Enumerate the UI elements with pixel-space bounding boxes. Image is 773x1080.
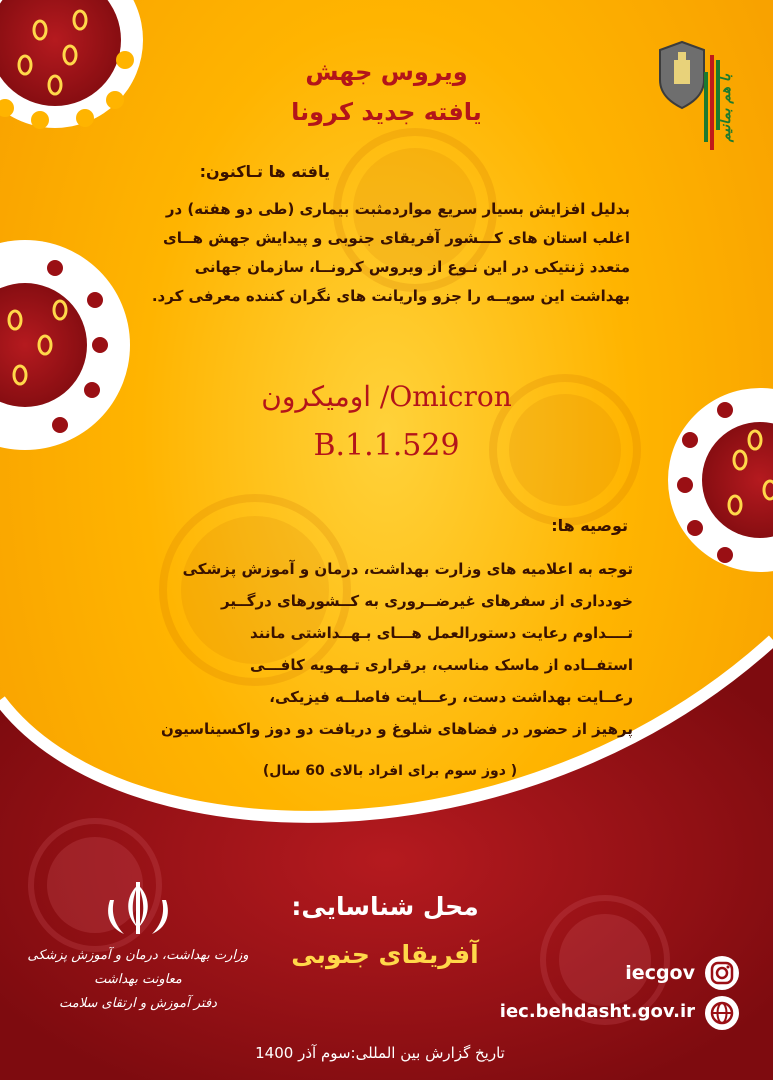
- recommendation-line: استفــاده از ماسک مناسب، برقراری تـهـویه کافـــی: [249, 656, 633, 674]
- recommendation-line: پرهیز از حضور در فضاهای شلوغ و دریافت دو دوز واکسیناسیون: [160, 720, 633, 738]
- findings-heading: یافته ها تـاکنون:: [199, 162, 330, 181]
- recommendations-paragraph: [140, 553, 633, 745]
- recommendation-line: رعــایت بهداشت دست، رعـــایت فاصلــه فیزیکی،: [269, 688, 633, 706]
- virus-icon-left: [0, 240, 130, 450]
- ministry-name: وزارت بهداشت، درمان و آموزش پزشکی: [27, 948, 249, 963]
- findings-line: بدلیل افزایش بسیار سریع مواردمثبت بیماری (طی دو هفته) در: [165, 200, 630, 218]
- instagram-handle-link[interactable]: iecgov: [625, 962, 695, 984]
- report-date: تاریخ گزارش بین المللی:سوم آذر 1400: [255, 1044, 505, 1062]
- identification-label: محل شناسایی:: [291, 892, 479, 921]
- office-name: دفتر آموزش و ارتقای سلامت: [59, 996, 217, 1011]
- recommendation-line: تــــداوم رعایت دستورالعمل هـــای بـهــداشتی مانند: [250, 624, 633, 642]
- findings-line: بهداشت این سویــه را جزو واریانت های نگران کننده معرفی کرد.: [151, 287, 630, 305]
- identification-location: آفریقای جنوبی: [291, 940, 479, 969]
- recommendations-heading: توصیه ها:: [551, 516, 628, 535]
- title-line-2: یافته جدید کرونا: [291, 98, 482, 126]
- findings-line: متعدد ژنتیکی در این نـوع از ویروس کرونــا، سازمان جهانی: [194, 258, 630, 276]
- title-line-1: ویروس جهش: [305, 58, 468, 86]
- recommendation-line: خودداری از سفرهای غیرضــروری به کــشورهای درگــیر: [221, 592, 633, 610]
- recommendation-line: توجه به اعلامیه های وزارت بهداشت، درمان و آموزش پزشکی: [182, 560, 633, 578]
- virus-icon-right: [668, 388, 773, 572]
- deputy-name: معاونت بهداشت: [94, 972, 182, 987]
- ministry-block: [20, 944, 256, 1016]
- website-link[interactable]: iec.behdasht.gov.ir: [499, 1001, 695, 1022]
- findings-line: اغلب استان های کـــشور آفریقای جنوبی و پیدایش جهش هــای: [163, 229, 630, 247]
- booster-note: ( دوز سوم برای افراد بالای 60 سال): [262, 763, 518, 779]
- instagram-icon: [705, 956, 739, 990]
- findings-paragraph: [130, 195, 630, 311]
- slogan-text: با هم بمانیم: [718, 73, 734, 143]
- variant-name: Omicron/ اومیکرون: [261, 380, 512, 413]
- variant-code: B.1.1.529: [313, 428, 460, 463]
- globe-icon: [705, 996, 739, 1030]
